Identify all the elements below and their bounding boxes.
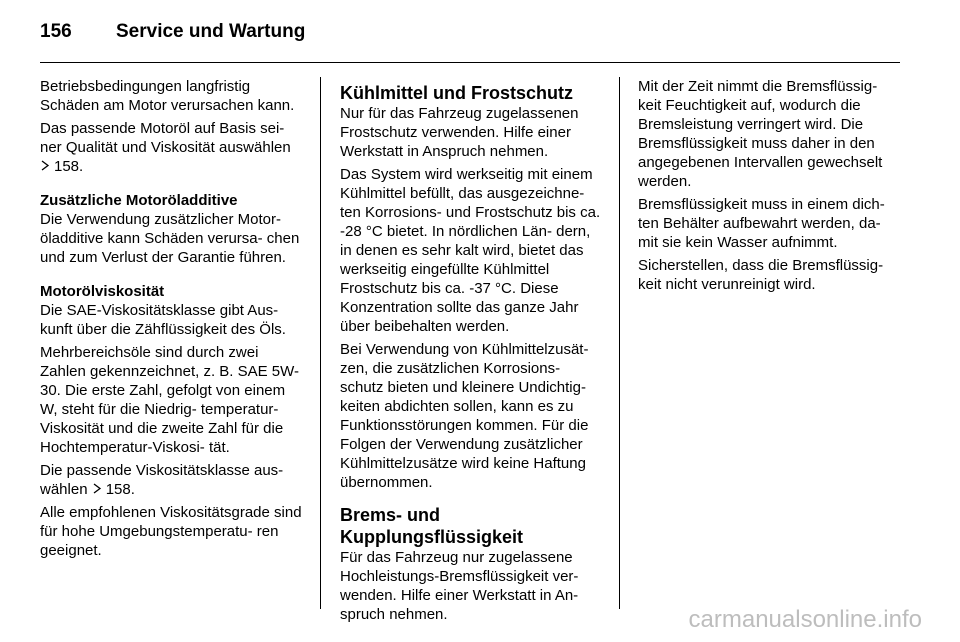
paragraph: Das System wird werkseitig mit einem Kühlmittel befüllt, das ausgezeichne- ten Korrosions- und Frostschutz bis ca. -28 °C bietet. In nördlichen Län- dern, in denen es sehr kalt wird, bietet das werkseitig eingefüllte Kühlmittel Frostschutz bis ca. -37 °C. Diese Konzentration sollte das ganze Jahr über beibehalten werden. [340,166,601,335]
column-right [638,77,900,298]
watermark: carmanualsonline.info [688,606,922,633]
paragraph [40,461,302,499]
paragraph: Sicherstellen, dass die Bremsflüssig- keit nicht verunreinigt wird. [638,257,884,293]
paragraph: Alle empfohlenen Viskositätsgrade sind für hohe Umgebungstemperatu- ren geeignet. [40,504,302,559]
paragraph: Nur für das Fahrzeug zugelassenen Frostschutz verwenden. Hilfe einer Werkstatt in Anspruch nehmen. [340,105,579,160]
page-header [40,20,900,44]
paragraph: Mehrbereichsöle sind durch zwei Zahlen gekennzeichnet, z. B. SAE 5W-30. Die erste Zahl, gefolgt von einem W, steht für die Niedrig- temperatur-Viskosität und die zweite Zahl für die Hochtemperatur-Viskosi- tät. [40,344,300,456]
section-heading: Motorölviskosität [40,283,165,300]
header-rule [40,62,900,63]
column-left [40,77,302,564]
page-ref-arrow-icon [40,157,54,176]
paragraph: Für das Fahrzeug nur zugelassene Hochleistungs-Bremsflüssigkeit ver- wenden. Hilfe einer Werkstatt in An- spruch nehmen. [340,549,579,623]
paragraph [40,119,302,176]
paragraph: Betriebsbedingungen langfristig Schäden am Motor verursachen kann. [40,78,295,114]
section-heading: Zusätzliche Motoröladditive [40,192,238,209]
column-divider [619,77,620,609]
page-title: Service und Wartung [116,21,306,42]
column-divider [320,77,321,609]
paragraph: Mit der Zeit nimmt die Bremsflüssig- keit Feuchtigkeit auf, wodurch die Bremsleistung verringert wird. Die Bremsflüssigkeit muss daher in den angegebenen Intervallen gewechselt werden. [638,78,883,190]
page-number: 156 [40,21,72,42]
page-ref: 158. [105,481,135,498]
section-heading: Kühlmittel und Frostschutz [340,83,573,103]
paragraph-text: Die passende Viskositätsklasse aus- wählen [40,462,284,498]
section-heading: Brems- und Kupplungsflüssigkeit [340,505,524,547]
paragraph: Bei Verwendung von Kühlmittelzusät- zen, die zusätzlichen Korrosions- schutz bieten und kleinere Undichtig- keiten abdichten sollen, kann es zu Funktionsstörungen kommen. Für die Folgen der Verwendung zusätzlicher Kühlmittelzusätze wird keine Haftung übernommen. [340,341,589,491]
paragraph: Bremsflüssigkeit muss in einem dich- ten Behälter aufbewahrt werden, da- mit sie kein Wasser aufnimmt. [638,196,885,251]
page-ref-arrow-icon [92,480,106,499]
page-ref: 158. [54,158,84,175]
column-middle [340,82,602,628]
paragraph: Die Verwendung zusätzlicher Motor- öladditive kann Schäden verursa- chen und zum Verlust der Garantie führen. [40,211,300,266]
paragraph: Die SAE-Viskositätsklasse gibt Aus- kunft über die Zähflüssigkeit des Öls. [40,302,286,338]
paragraph-text: Das passende Motoröl auf Basis sei- ner Qualität und Viskosität auswählen [40,120,291,156]
